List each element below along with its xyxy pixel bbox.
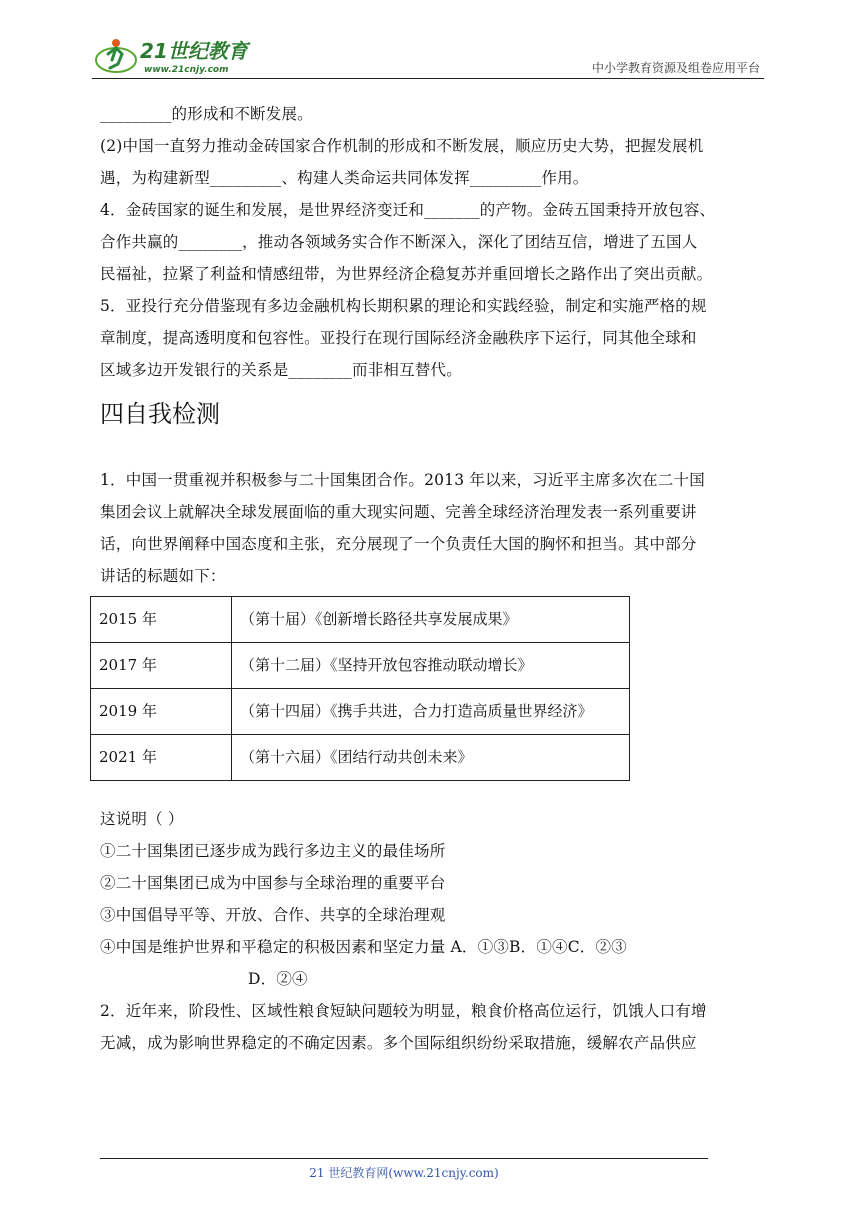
table-cell-title: （第十四届）《携手共进，合力打造高质量世界经济》 (232, 689, 630, 735)
question-1-options (100, 803, 764, 995)
section-heading: 四自我检测 (100, 400, 220, 428)
option-d: D．②④ (248, 970, 308, 988)
document-body (100, 98, 764, 1059)
text-line: 2．近年来，阶段性、区域性粮食短缺问题较为明显，粮食价格高位运行，饥饿人口有增 (100, 1002, 707, 1020)
text-line: 5．亚投行充分借鉴现有多边金融机构长期积累的理论和实践经验，制定和实施严格的规 (100, 297, 707, 315)
text-line: 区域多边开发银行的关系是________而非相互替代。 (100, 361, 462, 379)
svg-text:www.21cnjy.com: www.21cnjy.com (144, 65, 229, 75)
text-line: 民福祉，拉紧了利益和情感纽带，为世界经济企稳复苏并重回增长之路作出了突出贡献。 (100, 265, 713, 283)
table-cell-year: 2019 年 (91, 689, 232, 735)
table-cell-title: （第十届）《创新增长路径共享发展成果》 (232, 597, 630, 643)
table-row (91, 643, 630, 689)
option-line: ①二十国集团已逐步成为践行多边主义的最佳场所 (100, 842, 446, 860)
text-line: _________的形成和不断发展。 (100, 105, 313, 123)
footer-divider (100, 1158, 708, 1159)
option-line: ③中国倡导平等、开放、合作、共享的全球治理观 (100, 906, 446, 924)
question-2 (100, 995, 764, 1059)
text-line: 话，向世界阐释中国态度和主张，充分展现了一个负责任大国的胸怀和担当。其中部分 (100, 535, 697, 553)
table-cell-year: 2015 年 (91, 597, 232, 643)
table-cell-title: （第十二届）《坚持开放包容推动联动增长》 (232, 643, 630, 689)
table-row (91, 597, 630, 643)
text-line: 1．中国一贯重视并积极参与二十国集团合作。2013 年以来，习近平主席多次在二十国 (100, 471, 705, 489)
footer-link[interactable]: 21 世纪教育网(www.21cnjy.com) (309, 1166, 499, 1180)
option-line: ②二十国集团已成为中国参与全球治理的重要平台 (100, 874, 446, 892)
text-line: 讲话的标题如下： (100, 567, 226, 585)
option-line: ④中国是维护世界和平稳定的积极因素和坚定力量 A．①③B．①④C．②③ (100, 938, 627, 956)
text-line: 章制度，提高透明度和包容性。亚投行在现行国际经济金融秩序下运行，同其他全球和 (100, 329, 697, 347)
site-logo (94, 34, 294, 76)
header-platform-text: 中小学教育资源及组卷应用平台 (591, 61, 760, 75)
table-cell-title: （第十六届）《团结行动共创未来》 (232, 735, 630, 781)
text-line: 集团会议上就解决全球发展面临的重大现实问题、完善全球经济治理发表一系列重要讲 (100, 503, 697, 521)
text-line: 合作共赢的________，推动各领域务实合作不断深入，深化了团结互信，增进了五国人 (100, 233, 698, 251)
svg-text:21世纪教育: 21世纪教育 (140, 39, 248, 63)
table-cell-year: 2017 年 (91, 643, 232, 689)
text-line: (2)中国一直努力推动金砖国家合作机制的形成和不断发展，顺应历史大势，把握发展机 (100, 137, 704, 155)
question-1 (100, 464, 764, 995)
text-line: 这说明（ ） (100, 810, 184, 828)
page-header (92, 30, 764, 79)
table-row (91, 735, 630, 781)
table-row (91, 689, 630, 735)
text-line: 4．金砖国家的诞生和发展，是世界经济变迁和_______的产物。金砖五国秉持开放包容、 (100, 201, 716, 219)
text-line: 遇，为构建新型_________、构建人类命运共同体发挥_________作用。 (100, 169, 589, 187)
speech-table (90, 596, 630, 781)
text-line: 无减，成为影响世界稳定的不确定因素。多个国际组织纷纷采取措施，缓解农产品供应 (100, 1034, 697, 1052)
table-cell-year: 2021 年 (91, 735, 232, 781)
